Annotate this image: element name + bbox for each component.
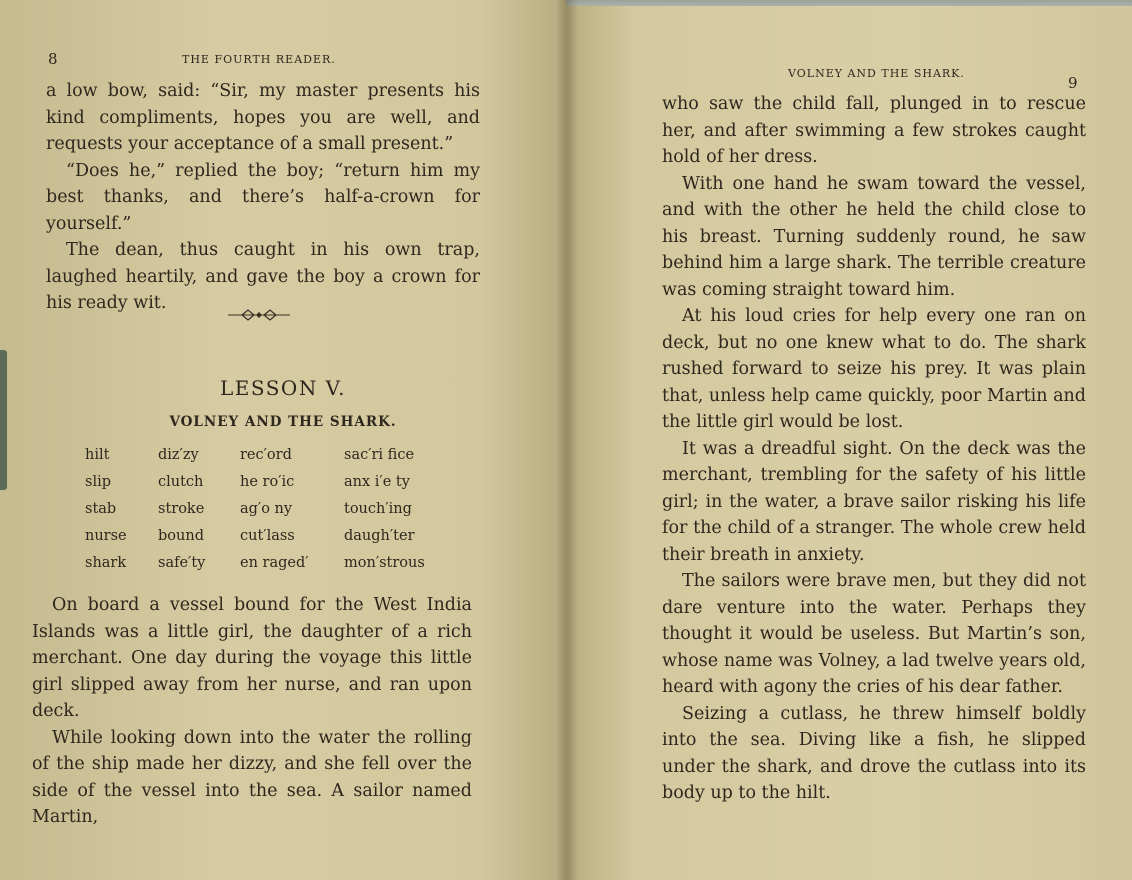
lesson-subtitle: VOLNEY AND THE SHARK.: [169, 414, 397, 430]
paragraph: The sailors were brave men, but they did not dare venture into the water. Perhaps they thought it would be useless. But Martin’s son, whose name was Volney, a lad twelve years old, heard with agony the cries of his dear father.: [662, 571, 1086, 697]
ornament-divider-icon: [228, 308, 290, 322]
vocabulary-column: [344, 447, 425, 582]
page-number-left: 8: [48, 50, 58, 68]
vocabulary-word: clutch: [158, 474, 204, 490]
vocabulary-column: [240, 447, 309, 582]
vocabulary-word: stroke: [158, 501, 205, 517]
lesson-title: LESSON V.: [220, 376, 346, 400]
vocabulary-word: stab: [85, 501, 117, 517]
text-block-bottom: [32, 592, 472, 831]
vocabulary-word: mon′strous: [344, 555, 425, 571]
vocabulary-word: ag′o ny: [240, 501, 293, 517]
vocabulary-word: shark: [85, 555, 127, 571]
paragraph: “Does he,” replied the boy; “return him my best thanks, and there’s half-a-crown for yourself.”: [46, 160, 480, 234]
right-page: [566, 6, 1132, 880]
page-number-right: 9: [1068, 74, 1078, 92]
vocabulary-word: touch′ing: [344, 501, 412, 517]
paragraph: On board a vessel bound for the West India Islands was a little girl, the daughter of a rich merchant. One day during the voyage this little girl slipped away from her nurse, and ran upon deck.: [32, 595, 472, 721]
vocabulary-word: hilt: [85, 447, 110, 463]
vocabulary-word: en raged′: [240, 555, 309, 571]
running-head-right: VOLNEY AND THE SHARK.: [788, 67, 965, 80]
book-gutter: [556, 0, 578, 880]
paragraph: a low bow, said: “Sir, my master presents his kind compliments, hopes you are well, and requests your acceptance of a small present.”: [46, 81, 480, 154]
paragraph: who saw the child fall, plunged in to rescue her, and after swimming a few strokes caught hold of her dress.: [662, 94, 1086, 167]
paragraph: Seizing a cutlass, he threw himself boldly into the sea. Diving like a fish, he slipped under the shark, and drove the cutlass into its body up to the hilt.: [662, 703, 1086, 803]
vocabulary-word: slip: [85, 474, 111, 490]
vocabulary-word: diz′zy: [158, 447, 199, 463]
vocabulary-column: [158, 447, 205, 582]
text-block-top: [46, 78, 480, 317]
paragraph: At his loud cries for help every one ran on deck, but no one knew what to do. The shark rushed forward to seize his prey. It was plain that, unless help came quickly, poor Martin and the little girl would be lost.: [662, 306, 1086, 432]
paragraph: The dean, thus caught in his own trap, laughed heartily, and gave the boy a crown for his ready wit.: [46, 240, 480, 313]
paragraph: It was a dreadful sight. On the deck was the merchant, trembling for the safety of his little girl; in the water, a brave sailor risking his life for the child of a stranger. The whole crew held their breath in anxiety.: [662, 438, 1086, 565]
vocabulary-word: nurse: [85, 528, 127, 544]
paragraph: With one hand he swam toward the vessel, and with the other he held the child close to his breast. Turning suddenly round, he saw behind him a large shark. The terrible creature was coming straight toward him.: [662, 173, 1086, 300]
vocabulary-word: daugh′ter: [344, 528, 415, 544]
vocabulary-word: cut′lass: [240, 528, 295, 544]
vocabulary-word: he ro′ic: [240, 474, 295, 490]
vocabulary-column: [85, 447, 127, 582]
vocabulary-word: anx i′e ty: [344, 474, 410, 490]
running-head-left: THE FOURTH READER.: [182, 53, 336, 66]
paragraph: While looking down into the water the rolling of the ship made her dizzy, and she fell over the side of the vessel into the sea. A sailor named Martin,: [32, 727, 472, 827]
vocabulary-word: rec′ord: [240, 447, 292, 463]
vocabulary-word: safe′ty: [158, 555, 206, 571]
text-block-right: [662, 91, 1086, 807]
vocabulary-word: sac′ri fice: [344, 447, 415, 463]
vocabulary-word: bound: [158, 528, 204, 544]
